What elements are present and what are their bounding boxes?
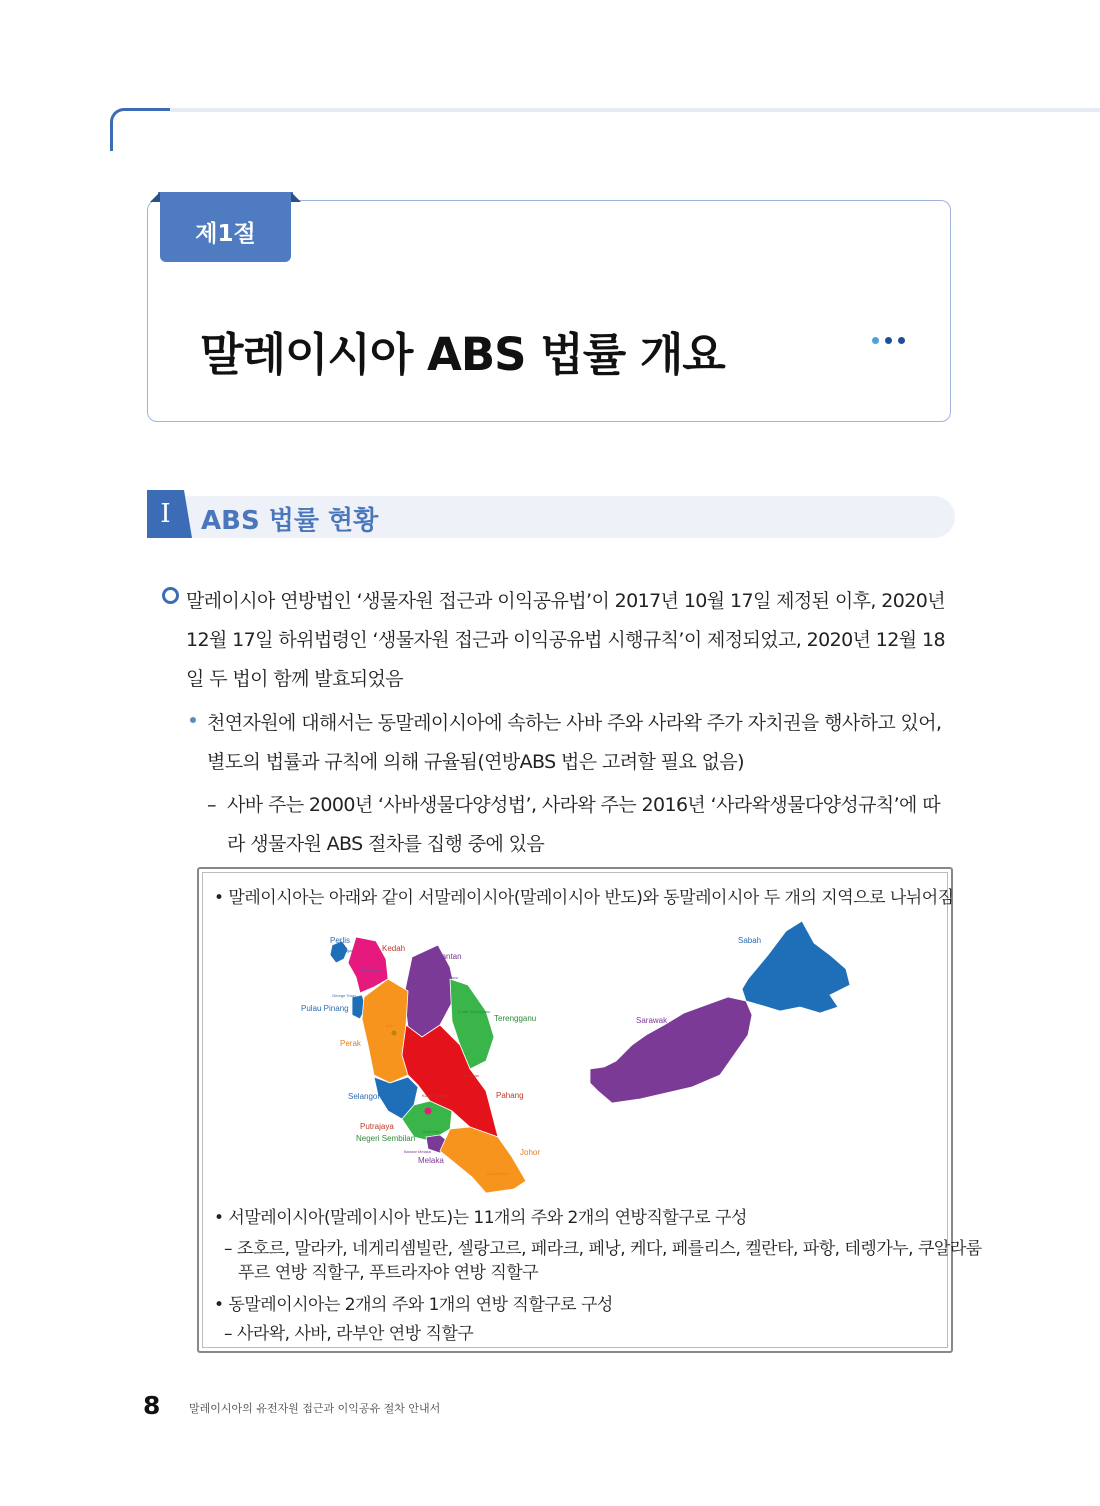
label-ipoh: Ipoh (386, 1023, 394, 1028)
label-kuantan: Kuantan (464, 1073, 479, 1078)
region-sabah (742, 921, 850, 1013)
label-bandar-melaka: Bandar Melaka (404, 1149, 431, 1154)
corner-decoration (110, 108, 173, 151)
top-rule (170, 108, 1100, 112)
label-perak: Perak (340, 1039, 361, 1048)
chapter-tab-fold-right (291, 192, 301, 202)
main-paragraph: 말레이시아 연방법인 ‘생물자원 접근과 이익공유법’이 2017년 10월 17일 제정된 이후, 2020년 12월 17일 하위법령인 ‘생물자원 접근과 이익공유법 시행규칙’이 제정되었고, 2020년 12월 18일 두 법이 함께 발효되었음 (186, 590, 945, 690)
chapter-title: 말레이시아 ABS 법률 개요 (200, 328, 725, 381)
info-line-5: • 동말레이시아는 2개의 주와 1개의 연방 직할구로 구성 (214, 1295, 613, 1315)
label-kuala-lumpur: Kuala Lumpur (422, 1093, 447, 1098)
ipoh-marker (392, 1031, 397, 1036)
info-line-4: 푸르 연방 직할구, 푸트라자야 연방 직할구 (238, 1263, 539, 1283)
label-kelantan: Kelantan (430, 952, 462, 961)
label-kuching: Kuching (598, 1085, 613, 1090)
label-kota-kinabalu: Kota Kinabalu (760, 965, 785, 970)
label-pahang: Pahang (496, 1091, 524, 1100)
dot-3 (898, 337, 905, 344)
chapter-label: 제1절 (160, 201, 291, 262)
putrajaya-marker (425, 1108, 432, 1115)
region-sarawak (590, 997, 752, 1103)
region-johor (440, 1127, 526, 1193)
label-johor: Johor (520, 1148, 541, 1157)
chapter-tab-fold-left (150, 192, 160, 202)
dot-1 (872, 337, 879, 344)
label-kuala-terengganu: Kuala Terengganu (458, 1009, 491, 1014)
label-george-town: George Town (332, 993, 356, 998)
circle-bullet-icon (162, 587, 179, 604)
info-line-3: – 조호르, 말라카, 네게리셈빌란, 셀랑고르, 페라크, 페낭, 케다, 페를리스, 켈란타, 파항, 테렝가누, 쿠알라룸 (224, 1239, 982, 1259)
footer-book-title: 말레이시아의 유전자원 접근과 이익공유 절차 안내서 (189, 1402, 441, 1415)
page-number: 8 (143, 1391, 161, 1420)
label-johor-bahru: Johor Bahru (486, 1171, 508, 1176)
dot-bullet-icon (190, 717, 196, 723)
label-terengganu: Terengganu (494, 1014, 537, 1023)
region-perak (362, 979, 408, 1083)
section-number: I (147, 490, 184, 538)
label-sabah: Sabah (738, 936, 762, 945)
label-kangar: Kangar (340, 948, 353, 953)
info-line-6: – 사라왁, 사바, 라부안 연방 직할구 (224, 1324, 474, 1344)
dot-2 (885, 337, 892, 344)
info-line-1: • 말레이시아는 아래와 같이 서말레이시아(말레이시아 반도)와 동말레이시아 두 개의 지역으로 나뉘어짐 (214, 888, 954, 908)
label-shah-alam: Shah Alam (386, 1099, 406, 1104)
sub-paragraph: 천연자원에 대해서는 동말레이시아에 속하는 사바 주와 사라왁 주가 자치권을 행사하고 있어, 별도의 법률과 규칙에 의해 규율됨(연방ABS 법은 고려할 필요 없음) (207, 712, 942, 773)
label-seremban: Seremban (422, 1129, 441, 1134)
label-melaka: Melaka (418, 1156, 444, 1165)
section-title: ABS 법률 현황 (201, 506, 379, 536)
ellipsis-dots-icon (872, 337, 905, 344)
label-kedah: Kedah (382, 944, 406, 953)
info-line-2: • 서말레이시아(말레이시아 반도)는 11개의 주와 2개의 연방직할구로 구성 (214, 1208, 747, 1228)
subsub-paragraph: 사바 주는 2000년 ‘사바생물다양성법’, 사라왁 주는 2016년 ‘사라왁생물다양성규칙’에 따라 생물자원 ABS 절차를 집행 중에 있음 (227, 794, 940, 855)
dash-bullet: – (207, 794, 217, 816)
label-sarawak: Sarawak (636, 1016, 668, 1025)
label-selangor: Selangor (348, 1092, 381, 1101)
label-negeri-sembilan: Negeri Sembilan (356, 1134, 416, 1143)
label-putrajaya: Putrajaya (360, 1122, 394, 1131)
label-perlis: Perlis (330, 936, 351, 945)
label-alor-setar: Alor Setar (362, 967, 380, 972)
malaysia-map (290, 915, 860, 1195)
label-pulau-pinang: Pulau Pinang (301, 1004, 349, 1013)
label-kota-bharu: Kota Bharu (438, 975, 459, 980)
